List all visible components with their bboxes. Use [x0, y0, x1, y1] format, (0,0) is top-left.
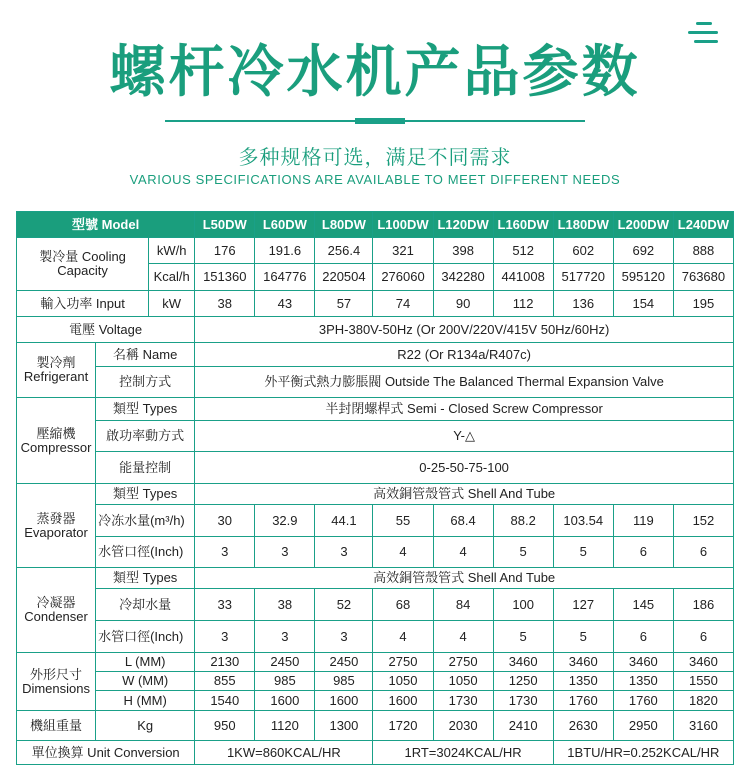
page-title: 螺杆冷水机产品参数	[109, 40, 641, 105]
compressor-type-value: 半封閉螺桿式 Semi - Closed Screw Compressor	[195, 398, 734, 421]
value-cell: 855	[195, 672, 255, 691]
value-cell: 512	[493, 238, 553, 264]
value-cell: 90	[433, 291, 493, 317]
dimension-w-label: W (MM)	[96, 672, 195, 691]
value-cell: 145	[613, 589, 673, 621]
value-cell: 191.6	[255, 238, 315, 264]
value-cell: 256.4	[315, 238, 373, 264]
value-cell: 602	[553, 238, 613, 264]
dimensions-label: 外形尺寸 Dimensions	[17, 653, 96, 711]
refrigerant-control-row	[17, 367, 734, 398]
unit-label: kW/h	[149, 238, 195, 264]
power-row	[17, 291, 734, 317]
value-cell: 1600	[315, 691, 373, 711]
value-cell: 4	[373, 621, 433, 653]
value-cell: 985	[255, 672, 315, 691]
compressor-start-label: 啟功率動方式	[96, 421, 195, 452]
value-cell: 1720	[373, 711, 433, 741]
value-cell: 38	[195, 291, 255, 317]
dimension-w-row	[17, 672, 734, 691]
value-cell: 321	[373, 238, 433, 264]
title-divider-accent	[355, 118, 405, 124]
value-cell: 3460	[613, 653, 673, 672]
voltage-label: 電壓 Voltage	[17, 317, 195, 343]
value-cell: 1730	[433, 691, 493, 711]
value-cell: 4	[433, 621, 493, 653]
value-cell: 119	[613, 505, 673, 537]
value-cell: 4	[373, 537, 433, 568]
value-cell: 888	[673, 238, 733, 264]
value-cell: 6	[673, 621, 733, 653]
value-cell: 3	[255, 621, 315, 653]
value-cell: 2410	[493, 711, 553, 741]
value-cell: 1600	[373, 691, 433, 711]
value-cell: 103.54	[553, 505, 613, 537]
weight-label: 機組重量	[17, 711, 96, 741]
value-cell: 2450	[255, 653, 315, 672]
value-cell: 3	[195, 537, 255, 568]
value-cell: 38	[255, 589, 315, 621]
value-cell: 3460	[553, 653, 613, 672]
value-cell: 112	[493, 291, 553, 317]
condenser-pipe-label: 水管口徑(Inch)	[96, 621, 195, 653]
value-cell: 441008	[493, 264, 553, 291]
value-cell: 2750	[373, 653, 433, 672]
value-cell: 1050	[373, 672, 433, 691]
value-cell: 276060	[373, 264, 433, 291]
evaporator-type-value: 高效銅管殼管式 Shell And Tube	[195, 484, 734, 505]
value-cell: 74	[373, 291, 433, 317]
value-cell: 164776	[255, 264, 315, 291]
value-cell: 33	[195, 589, 255, 621]
conversion-rt: 1RT=3024KCAL/HR	[373, 741, 553, 765]
value-cell: 3	[315, 621, 373, 653]
value-cell: 398	[433, 238, 493, 264]
evaporator-pipe-label: 水管口徑(Inch)	[96, 537, 195, 568]
spec-table	[16, 211, 734, 765]
model-cell: L200DW	[613, 212, 673, 238]
evaporator-flow-label: 冷冻水量(m³/h)	[96, 505, 195, 537]
evaporator-pipe-row	[17, 537, 734, 568]
condenser-type-value: 高效銅管殼管式 Shell And Tube	[195, 568, 734, 589]
value-cell: 55	[373, 505, 433, 537]
value-cell: 6	[613, 621, 673, 653]
weight-unit: Kg	[96, 711, 195, 741]
model-cell: L120DW	[433, 212, 493, 238]
value-cell: 44.1	[315, 505, 373, 537]
value-cell: 342280	[433, 264, 493, 291]
value-cell: 4	[433, 537, 493, 568]
value-cell: 84	[433, 589, 493, 621]
value-cell: 1760	[613, 691, 673, 711]
value-cell: 517720	[553, 264, 613, 291]
evaporator-flow-row	[17, 505, 734, 537]
evaporator-label: 蒸發器 Evaporator	[17, 484, 96, 568]
value-cell: 1550	[673, 672, 733, 691]
value-cell: 68.4	[433, 505, 493, 537]
value-cell: 950	[195, 711, 255, 741]
compressor-label: 壓縮機 Compressor	[17, 398, 96, 484]
value-cell: 1600	[255, 691, 315, 711]
condenser-pipe-row	[17, 621, 734, 653]
compressor-start-row	[17, 421, 734, 452]
condenser-type-row	[17, 568, 734, 589]
value-cell: 3	[195, 621, 255, 653]
model-cell: L100DW	[373, 212, 433, 238]
value-cell: 100	[493, 589, 553, 621]
value-cell: 2630	[553, 711, 613, 741]
value-cell: 176	[195, 238, 255, 264]
model-header: 型號 Model	[17, 212, 195, 238]
value-cell: 2950	[613, 711, 673, 741]
value-cell: 1050	[433, 672, 493, 691]
compressor-type-label: 類型 Types	[96, 398, 195, 421]
value-cell: 152	[673, 505, 733, 537]
value-cell: 692	[613, 238, 673, 264]
model-cell: L60DW	[255, 212, 315, 238]
value-cell: 2750	[433, 653, 493, 672]
dimension-h-row	[17, 691, 734, 711]
model-cell: L160DW	[493, 212, 553, 238]
compressor-type-row	[17, 398, 734, 421]
conversion-btu: 1BTU/HR=0.252KCAL/HR	[553, 741, 733, 765]
value-cell: 3	[255, 537, 315, 568]
value-cell: 68	[373, 589, 433, 621]
subtitle: 多种规格可选，满足不同需求	[238, 145, 512, 169]
value-cell: 30	[195, 505, 255, 537]
condenser-label: 冷凝器 Condenser	[17, 568, 96, 653]
value-cell: 220504	[315, 264, 373, 291]
weight-row	[17, 711, 734, 741]
condenser-flow-label: 冷却水量	[96, 589, 195, 621]
value-cell: 186	[673, 589, 733, 621]
value-cell: 1820	[673, 691, 733, 711]
value-cell: 52	[315, 589, 373, 621]
value-cell: 3160	[673, 711, 733, 741]
value-cell: 1350	[553, 672, 613, 691]
model-row	[17, 212, 734, 238]
value-cell: 763680	[673, 264, 733, 291]
value-cell: 2130	[195, 653, 255, 672]
conversion-kw: 1KW=860KCAL/HR	[195, 741, 373, 765]
power-label: 輸入功率 Input	[17, 291, 149, 317]
refrigerant-name-row	[17, 343, 734, 367]
value-cell: 5	[493, 537, 553, 568]
condenser-flow-row	[17, 589, 734, 621]
value-cell: 1250	[493, 672, 553, 691]
compressor-start-value: Y-△	[195, 421, 734, 452]
value-cell: 57	[315, 291, 373, 317]
value-cell: 1120	[255, 711, 315, 741]
refrigerant-name-value: R22 (Or R134a/R407c)	[195, 343, 734, 367]
value-cell: 1540	[195, 691, 255, 711]
value-cell: 5	[553, 537, 613, 568]
refrigerant-name-label: 名稱 Name	[96, 343, 195, 367]
value-cell: 127	[553, 589, 613, 621]
value-cell: 2030	[433, 711, 493, 741]
value-cell: 5	[553, 621, 613, 653]
model-cell: L240DW	[673, 212, 733, 238]
dimension-h-label: H (MM)	[96, 691, 195, 711]
voltage-value: 3PH-380V-50Hz (Or 200V/220V/415V 50Hz/60Hz)	[195, 317, 734, 343]
conversion-row	[17, 741, 734, 765]
condenser-type-label: 類型 Types	[96, 568, 195, 589]
value-cell: 6	[673, 537, 733, 568]
value-cell: 1760	[553, 691, 613, 711]
value-cell: 3460	[493, 653, 553, 672]
unit-label: Kcal/h	[149, 264, 195, 291]
value-cell: 2450	[315, 653, 373, 672]
cooling-row-kw	[17, 238, 734, 264]
value-cell: 6	[613, 537, 673, 568]
value-cell: 1730	[493, 691, 553, 711]
refrigerant-control-label: 控制方式	[96, 367, 195, 398]
evaporator-type-label: 類型 Types	[96, 484, 195, 505]
compressor-capacity-label: 能量控制	[96, 452, 195, 484]
subtitle-english: VARIOUS SPECIFICATIONS ARE AVAILABLE TO MEET DIFFERENT NEEDS	[129, 172, 621, 187]
value-cell: 985	[315, 672, 373, 691]
refrigerant-control-value: 外平衡式熱力膨脹閥 Outside The Balanced Thermal Expansion Valve	[195, 367, 734, 398]
model-cell: L50DW	[195, 212, 255, 238]
value-cell: 43	[255, 291, 315, 317]
unit-label: kW	[149, 291, 195, 317]
dimension-l-label: L (MM)	[96, 653, 195, 672]
value-cell: 88.2	[493, 505, 553, 537]
value-cell: 195	[673, 291, 733, 317]
value-cell: 5	[493, 621, 553, 653]
model-cell: L180DW	[553, 212, 613, 238]
cooling-capacity-label: 製冷量 Cooling Capacity	[17, 238, 149, 291]
compressor-capacity-value: 0-25-50-75-100	[195, 452, 734, 484]
value-cell: 136	[553, 291, 613, 317]
value-cell: 32.9	[255, 505, 315, 537]
value-cell: 3460	[673, 653, 733, 672]
value-cell: 3	[315, 537, 373, 568]
value-cell: 151360	[195, 264, 255, 291]
value-cell: 154	[613, 291, 673, 317]
conversion-label: 單位換算 Unit Conversion	[17, 741, 195, 765]
value-cell: 1350	[613, 672, 673, 691]
value-cell: 595120	[613, 264, 673, 291]
model-cell: L80DW	[315, 212, 373, 238]
evaporator-type-row	[17, 484, 734, 505]
dimension-l-row	[17, 653, 734, 672]
refrigerant-label: 製冷劑 Refrigerant	[17, 343, 96, 398]
value-cell: 1300	[315, 711, 373, 741]
voltage-row	[17, 317, 734, 343]
compressor-capacity-row	[17, 452, 734, 484]
